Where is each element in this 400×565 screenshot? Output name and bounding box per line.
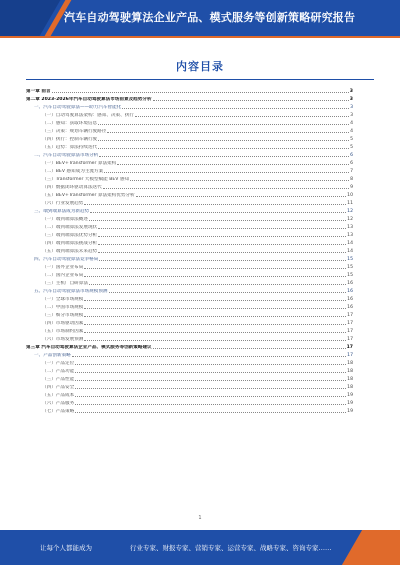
toc-entry-page: 12 — [347, 217, 353, 222]
toc-entry-page: 9 — [350, 185, 353, 190]
toc-entry-page: 4 — [350, 121, 353, 126]
toc-entry-text: （五）市场制约因素 — [42, 329, 84, 334]
toc-entry[interactable] — [26, 110, 353, 118]
toc-entry[interactable] — [26, 406, 353, 414]
toc-entry-page: 3 — [349, 89, 353, 94]
toc-leader-dots — [90, 212, 346, 213]
toc-leader-dots — [75, 380, 346, 381]
toc-leader-dots — [104, 172, 349, 173]
toc-entry-text: 三、端到端算法成为新趋势 — [34, 209, 90, 214]
toc-entry-text: 一、汽车自动驾驶算法——助力汽车智能化 — [34, 105, 122, 110]
toc-entry-page: 17 — [347, 313, 353, 318]
toc-leader-dots — [89, 220, 346, 221]
toc-leader-dots — [75, 388, 346, 389]
toc-leader-dots — [75, 412, 346, 413]
toc-entry[interactable] — [26, 214, 353, 222]
toc-leader-dots — [136, 196, 347, 197]
toc-leader-dots — [117, 164, 349, 165]
toc-entry-text: （七）产品策略 — [42, 409, 75, 414]
page-header — [0, 0, 400, 36]
toc-leader-dots — [98, 140, 349, 141]
toc-entry-page: 10 — [347, 193, 353, 198]
toc-entry[interactable] — [26, 142, 353, 150]
toc-entry-page: 17 — [346, 345, 353, 350]
footer-slogan: 让每个人都能成为 — [40, 544, 92, 552]
toc-leader-dots — [98, 252, 346, 253]
toc-leader-dots — [153, 348, 346, 349]
toc-entry-page: 17 — [347, 321, 353, 326]
toc-entry-text: （二）国内企业布局 — [42, 273, 84, 278]
toc-entry-text: （二）BEV 感知成为主流方案 — [42, 169, 104, 174]
toc-entry-text: （一）端到端算法概述 — [42, 217, 88, 222]
footer-roles: 行业专家、财报专家、营销专家、运营专家、战略专家、咨询专家…… — [130, 544, 332, 552]
toc-entry[interactable] — [26, 374, 353, 382]
toc-entry[interactable] — [26, 302, 353, 310]
toc-entry-page: 17 — [347, 329, 353, 334]
toc-entry-text: （四）数据闭环驱动算法迭代 — [42, 185, 102, 190]
toc-leader-dots — [98, 124, 349, 125]
toc-leader-dots — [84, 268, 346, 269]
toc-entry[interactable] — [26, 118, 353, 126]
toc-entry-text: （六）市场发展预测 — [42, 337, 84, 342]
toc-entry[interactable] — [26, 150, 353, 158]
toc-leader-dots — [75, 372, 346, 373]
toc-entry-text: （五）趋势：算法持续迭代 — [42, 145, 98, 150]
toc-leader-dots — [72, 356, 346, 357]
toc-entry-text: （二）端到端算法发展现状 — [42, 225, 98, 230]
toc-entry-page: 18 — [347, 377, 353, 382]
toc-entry-text: （三）产品性能 — [42, 377, 75, 382]
toc-leader-dots — [107, 132, 349, 133]
toc-entry-text: （一）全球市场规模 — [42, 297, 84, 302]
toc-heading-rule — [26, 79, 374, 80]
toc-entry-text: 五、汽车自动驾驶算法市场规模预测 — [34, 289, 108, 294]
toc-entry[interactable] — [26, 158, 353, 166]
toc-entry[interactable] — [26, 126, 353, 134]
toc-leader-dots — [135, 116, 349, 117]
toc-entry[interactable] — [26, 254, 353, 262]
toc-entry-text: （一）BEV+Transformer 算法架构 — [42, 161, 117, 166]
toc-entry-text: 第二章 2023-2026年汽车自动驾驶算法市场前景及趋势分析 — [26, 97, 152, 102]
toc-leader-dots — [98, 236, 346, 237]
toc-entry[interactable] — [26, 206, 353, 214]
toc-leader-dots — [84, 308, 346, 309]
toc-entry[interactable] — [26, 294, 353, 302]
toc-entry[interactable] — [26, 198, 353, 206]
toc-entry-text: （三）端到端算法优势分析 — [42, 233, 98, 238]
toc-entry-page: 19 — [347, 401, 353, 406]
toc-entry-page: 3 — [350, 113, 353, 118]
toc-entry[interactable] — [26, 286, 353, 294]
toc-entry[interactable] — [26, 390, 353, 398]
toc-leader-dots — [84, 324, 346, 325]
toc-entry-page: 14 — [347, 241, 353, 246]
toc-entry[interactable] — [26, 326, 353, 334]
toc-entry[interactable] — [26, 86, 353, 94]
toc-leader-dots — [75, 404, 346, 405]
toc-entry-text: （三）决策：规划车辆行驶路径 — [42, 129, 107, 134]
toc-entry-text: （一）自动驾驶算法架构：感知、决策、执行 — [42, 113, 134, 118]
toc-entry-page: 17 — [347, 353, 353, 358]
toc-leader-dots — [153, 100, 349, 101]
table-of-contents — [26, 86, 353, 526]
header-divider — [0, 36, 400, 38]
toc-entry-text: （二）感知：获取环境信息 — [42, 121, 98, 126]
toc-entry-text: （三）Transformer 大模型赋能 BEV 感知 — [42, 177, 130, 182]
toc-entry-page: 6 — [350, 153, 353, 158]
toc-entry-text: 一、产品创新策略 — [34, 353, 71, 358]
toc-entry-text: （一）产品定位 — [42, 361, 75, 366]
toc-leader-dots — [99, 156, 349, 157]
toc-leader-dots — [103, 188, 349, 189]
toc-entry-page: 3 — [349, 97, 353, 102]
toc-entry[interactable] — [26, 246, 353, 254]
toc-entry[interactable] — [26, 310, 353, 318]
toc-leader-dots — [75, 396, 346, 397]
toc-leader-dots — [122, 108, 349, 109]
toc-leader-dots — [52, 92, 349, 93]
toc-heading: 内容目录 — [176, 60, 224, 73]
toc-entry[interactable] — [26, 342, 353, 350]
toc-entry-page: 19 — [347, 409, 353, 414]
toc-entry-text: （五）产品成本 — [42, 393, 75, 398]
toc-entry-text: （一）国外企业布局 — [42, 265, 84, 270]
toc-entry[interactable] — [26, 134, 353, 142]
toc-entry-page: 16 — [347, 297, 353, 302]
toc-entry[interactable] — [26, 398, 353, 406]
toc-entry-page: 8 — [350, 177, 353, 182]
toc-entry-page: 16 — [347, 289, 353, 294]
toc-entry-text: （四）产品安全 — [42, 385, 75, 390]
toc-entry-text: （六）产品服务 — [42, 401, 75, 406]
toc-leader-dots — [89, 284, 346, 285]
toc-entry-text: （四）端到端算法挑战分析 — [42, 241, 98, 246]
toc-leader-dots — [109, 292, 347, 293]
toc-entry[interactable] — [26, 222, 353, 230]
report-title: 汽车自动驾驶算法企业产品、模式服务等创新策略研究报告 — [64, 11, 356, 24]
toc-entry[interactable] — [26, 366, 353, 374]
toc-entry-text: （五）端到端算法未来趋势 — [42, 249, 98, 254]
toc-entry-text: （三）主机厂自研算法 — [42, 281, 88, 286]
toc-entry-page: 5 — [350, 145, 353, 150]
toc-entry-text: （四）市场驱动因素 — [42, 321, 84, 326]
toc-entry-text: 四、汽车自动驾驶算法竞争格局 — [34, 257, 99, 262]
toc-leader-dots — [99, 260, 346, 261]
toc-entry[interactable] — [26, 334, 353, 342]
toc-entry[interactable] — [26, 102, 353, 110]
toc-entry-page: 3 — [350, 105, 353, 110]
toc-entry-text: 第一章 前言 — [26, 89, 51, 94]
toc-leader-dots — [98, 244, 346, 245]
toc-entry[interactable] — [26, 182, 353, 190]
toc-leader-dots — [98, 228, 346, 229]
toc-entry-text: 第三章 汽车自动驾驶算法企业产品、模式服务等创新策略建议 — [26, 345, 152, 350]
toc-entry-text: （二）产品功能 — [42, 369, 75, 374]
toc-entry[interactable] — [26, 94, 353, 102]
toc-entry-text: （三）细分市场规模 — [42, 313, 84, 318]
toc-leader-dots — [84, 204, 346, 205]
toc-entry-text: （四）执行：控制车辆行驶 — [42, 137, 98, 142]
toc-entry[interactable] — [26, 350, 353, 358]
toc-entry-page: 15 — [347, 273, 353, 278]
toc-entry[interactable] — [26, 318, 353, 326]
footer-accent-corner — [342, 530, 400, 565]
toc-leader-dots — [84, 316, 346, 317]
toc-leader-dots — [84, 332, 346, 333]
toc-entry-page: 17 — [347, 337, 353, 342]
toc-entry[interactable] — [26, 174, 353, 182]
toc-entry-page: 5 — [350, 137, 353, 142]
toc-leader-dots — [75, 364, 346, 365]
toc-entry-text: （二）中国市场规模 — [42, 305, 84, 310]
toc-leader-dots — [84, 300, 346, 301]
toc-entry-page: 14 — [347, 249, 353, 254]
toc-entry[interactable] — [26, 166, 353, 174]
toc-entry[interactable] — [26, 238, 353, 246]
toc-entry-page: 11 — [347, 201, 353, 206]
toc-entry-page: 7 — [350, 169, 353, 174]
toc-entry-page: 16 — [347, 281, 353, 286]
toc-entry-page: 13 — [347, 225, 353, 230]
toc-entry-page: 18 — [347, 385, 353, 390]
toc-entry[interactable] — [26, 230, 353, 238]
toc-entry-text: （六）行业发展趋势 — [42, 201, 84, 206]
toc-entry-page: 12 — [347, 209, 353, 214]
toc-entry[interactable] — [26, 358, 353, 366]
page-number: 1 — [198, 515, 202, 521]
toc-entry[interactable] — [26, 262, 353, 270]
toc-entry[interactable] — [26, 190, 353, 198]
toc-entry-text: 二、汽车自动驾驶算法市场分析 — [34, 153, 99, 158]
toc-leader-dots — [130, 180, 349, 181]
toc-entry-page: 18 — [347, 361, 353, 366]
toc-entry-page: 6 — [350, 161, 353, 166]
toc-entry-text: （五）BEV+Transformer 算法架构优势分析 — [42, 193, 135, 198]
toc-entry-page: 15 — [347, 265, 353, 270]
toc-entry-page: 18 — [347, 369, 353, 374]
toc-entry-page: 4 — [350, 129, 353, 134]
toc-entry[interactable] — [26, 278, 353, 286]
toc-leader-dots — [84, 276, 346, 277]
toc-entry[interactable] — [26, 270, 353, 278]
toc-leader-dots — [98, 148, 349, 149]
toc-entry-page: 16 — [347, 305, 353, 310]
toc-entry-page: 15 — [347, 257, 353, 262]
toc-entry-page: 19 — [347, 393, 353, 398]
toc-entry-page: 13 — [347, 233, 353, 238]
page-footer — [0, 530, 400, 565]
toc-leader-dots — [84, 340, 346, 341]
toc-entry[interactable] — [26, 382, 353, 390]
